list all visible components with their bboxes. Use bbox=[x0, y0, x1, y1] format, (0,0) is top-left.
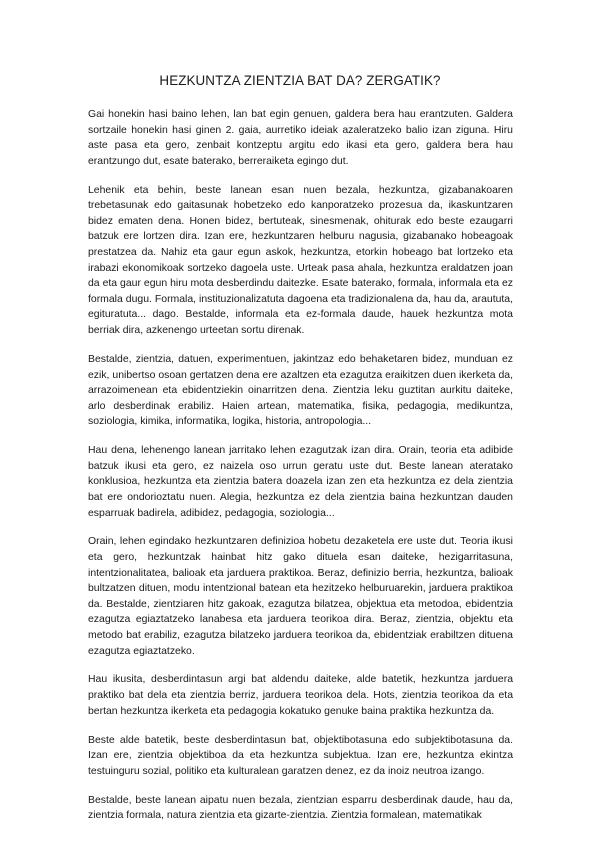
paragraph: Hau dena, lehenengo lanean jarritako lehen ezagutzak izan dira. Orain, teoria eta adibide batzuk ikusi eta gero, ez naizela oso urrun geratu uste dut. Beste lanean ateratako konklusioa, hezkuntza eta zientzia batera doazela izan zen eta hezkuntza ez dela zientzia bat ere ondorioztatu nuen. Alegia, hezkuntza ez dela zientzia baina hezkuntzan dauden esparruak badirela, adibidez, pedagogia, soziologia... bbox=[88, 445, 513, 519]
document-body bbox=[88, 107, 513, 837]
paragraph: Lehenik eta behin, beste lanean esan nuen bezala, hezkuntza, gizabanakoaren trebetasunak edo gaitasunak hobetzeko edo kanporatzeko prozesua da, ikaskuntzaren bidez ematen dena. Honen bidez, bertuteak, sinesmenak, ohiturak edo beste ezaugarri batzuk ere lortzen dira. Izan ere, hezkuntzaren helburu nagusia, gizabanako hobeagoak prestatzea da. Nahiz eta gaur egun askok, hezkuntza, etorkin hobeago bat lortzeko eta irabazi ekonomikoak sortzeko dagoela uste. Urteak pasa ahala, hezkuntza eraldatzen joan da eta gaur egun hiru mota desberdindu daitezke. Esate baterako, formala, informala eta ez formala dugu. Formala, instituzionalizatuta dagoena eta tradizionalena da, hau da, araututa, egituratuta... dago. Bestalde, informala eta ez-formala daude, hauek hezkuntza mota berriak dira, azkenengo urteetan sortu direnak. bbox=[88, 184, 513, 337]
document-title: HEZKUNTZA ZIENTZIA BAT DA? ZERGATIK? bbox=[159, 73, 441, 88]
paragraph: Beste alde batetik, beste desberdintasun bat, objektibotasuna edo subjektibotasuna da. Izan ere, zientzia objektiboa da eta hezkuntza subjektua. Izan ere, hezkuntza ekintza testuinguru sozial, politiko eta kulturalean garatzen denez, ez da inoiz neutroa izango. bbox=[88, 734, 513, 777]
paragraph: Bestalde, beste lanean aipatu nuen bezala, zientzian esparru desberdinak daude, hau da, zientzia formala, natura zientzia eta gizarte-zientzia. Zientzia formalean, matematikak bbox=[88, 794, 513, 822]
paragraph: Orain, lehen egindako hezkuntzaren definizioa hobetu dezaketela ere uste dut. Teoria ikusi eta gero, hezkuntzak hainbat hitz gako dituela esan daiteke, hezigarritasuna, intentzionalitatea, balioak eta jarduera praktikoa. Beraz, definizio berria, hezkuntza, balioak bultzatzen dituen, modu intentzional batean eta hezitzeko helburuarekin, jarduera praktikoa da. Bestalde, zientziaren hitz gakoak, ezagutza bilatzea, objektua eta metodoa, ebidentzia ezagutza egiaztatzeko lanabesa eta jarduera teorikoa dira. Beraz, zientzia, objektu eta metodo bat erabiliz, ezagutza bilatzeko jarduera teorikoa da, ebidentziak erabiltzen dituena ezagutza egiaztatzeko. bbox=[88, 536, 513, 657]
paragraph: Hau ikusita, desberdintasun argi bat aldendu daiteke, alde batetik, hezkuntza jarduera praktiko bat dela eta zientzia berriz, jarduera teorikoa dela. Hots, zientzia teorikoa da eta bertan hezkuntza ikerketa eta pedagogia kokatuko genuke baina praktika hezkuntza da. bbox=[88, 674, 513, 717]
paragraph: Gai honekin hasi baino lehen, lan bat egin genuen, galdera bera hau erantzuten. Galdera sortzaile honekin hasi ginen 2. gaia, aurretiko ideiak azaleratzeko balio izan ziguna. Hiru aste pasa eta gero, zenbait kontzeptu argitu edo ikasi eta gero, galdera bera hau erantzungo dut, esate baterako, berreraiketa egingo dut. bbox=[88, 109, 513, 167]
paragraph: Bestalde, zientzia, datuen, experimentuen, jakintzaz edo behaketaren bidez, munduan ez ezik, unibertso osoan gertatzen dena ere azaltzen eta ezagutza eraikitzen duen ikerketa da, arrazoimenean eta ebidentziekin oinarritzen dena. Zientzia leku guztitan aurkitu daiteke, arlo desberdinak erabiliz. Haien artean, matematika, fisika, pedagogia, medikuntza, soziologia, kimika, informatika, logika, historia, antropologia... bbox=[88, 353, 513, 428]
